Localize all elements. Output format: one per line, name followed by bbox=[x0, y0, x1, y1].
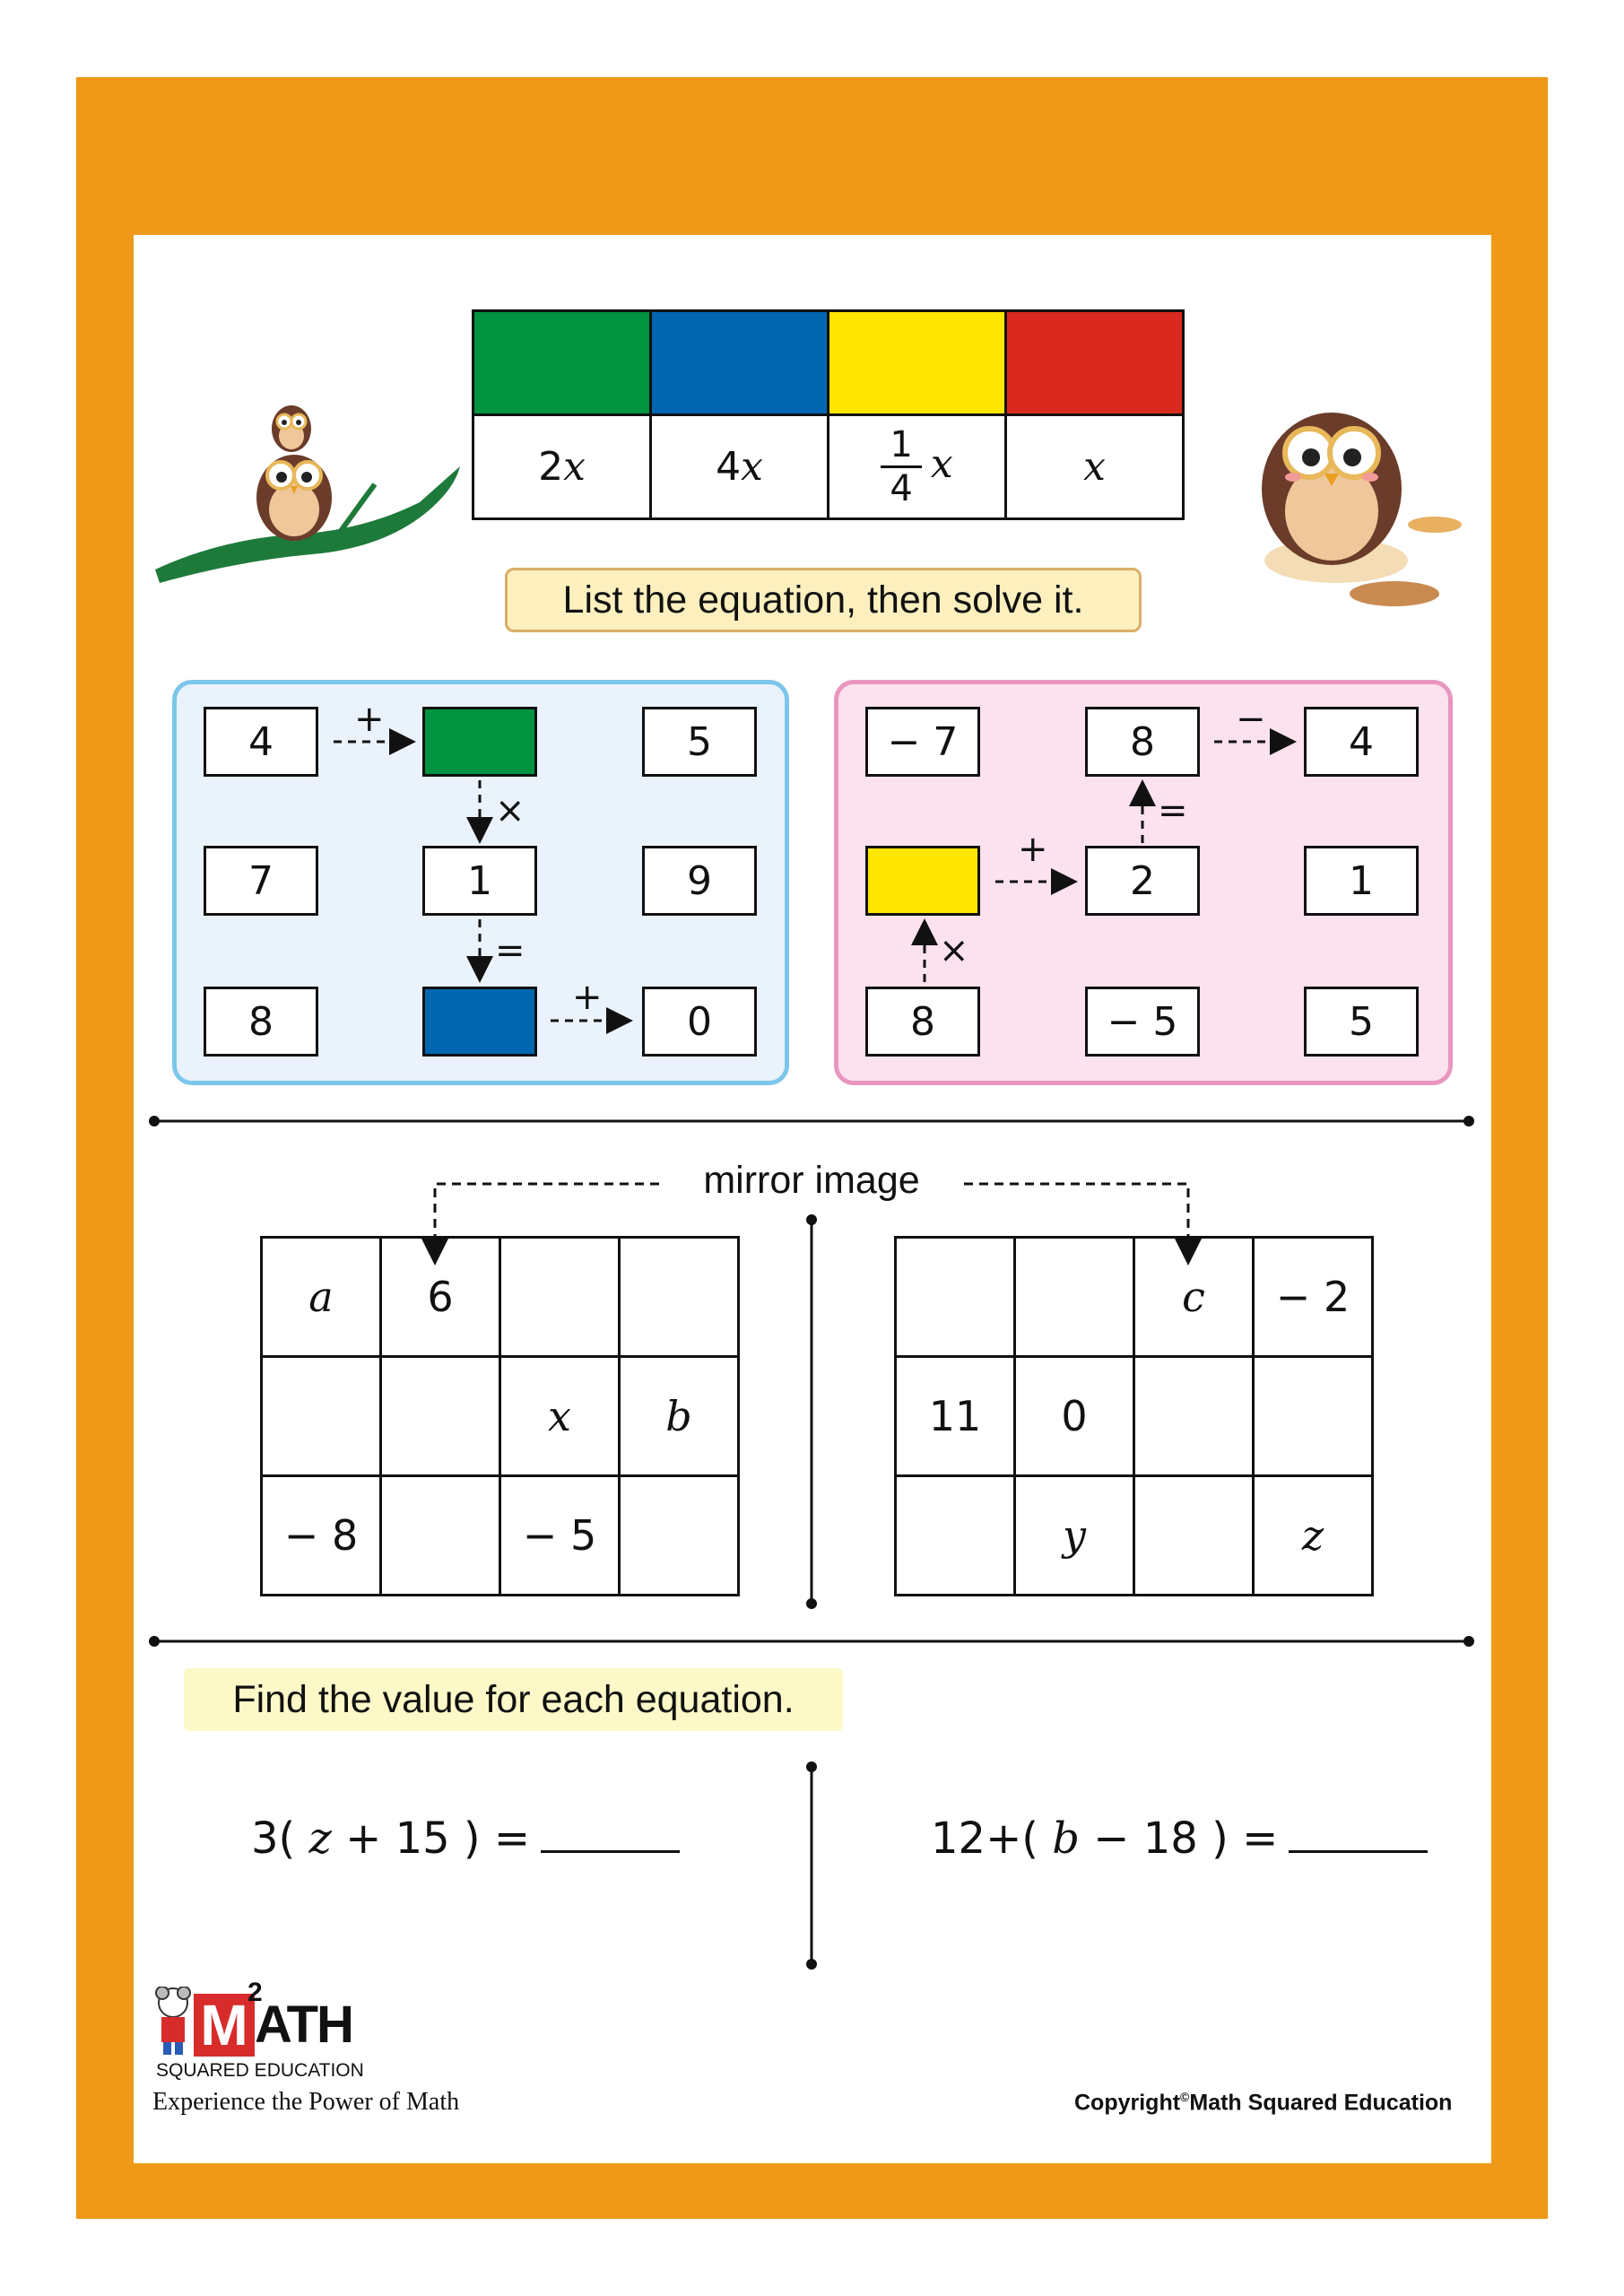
grid-right-cell: 11 bbox=[896, 1357, 1015, 1476]
op-left-d: + bbox=[572, 977, 603, 1018]
puzzle-right-cell-2: 8 bbox=[1085, 707, 1200, 777]
answer-blank[interactable] bbox=[1289, 1841, 1428, 1853]
grid-right-cell bbox=[896, 1238, 1015, 1357]
puzzle-right-cell-8: − 5 bbox=[1085, 987, 1200, 1057]
grid-left-cell bbox=[500, 1238, 620, 1357]
grid-left-cell: a bbox=[262, 1238, 381, 1357]
puzzle-right-cell-5: 2 bbox=[1085, 846, 1200, 916]
mirror-image-label: mirror image bbox=[664, 1153, 960, 1207]
puzzle-left-cell-4: 7 bbox=[204, 846, 318, 916]
blue-value: 4x bbox=[651, 415, 829, 519]
puzzle-left-cell-5: 1 bbox=[422, 846, 537, 916]
grid-right-cell: − 2 bbox=[1254, 1238, 1373, 1357]
grid-left-cell bbox=[620, 1476, 739, 1596]
grid-left-cell bbox=[262, 1357, 381, 1476]
logo-brand: ATH bbox=[255, 1996, 352, 2054]
grid-left-cell bbox=[620, 1238, 739, 1357]
tagline: Experience the Power of Math bbox=[152, 2088, 460, 2116]
divider-line bbox=[143, 1632, 1480, 1650]
grid-left-cell bbox=[381, 1357, 500, 1476]
equation-divider bbox=[803, 1758, 821, 1973]
grid-right-cell: y bbox=[1015, 1476, 1134, 1596]
grid-left-cell: x bbox=[500, 1357, 620, 1476]
op-right-b: = bbox=[1158, 790, 1188, 831]
op-left-a: + bbox=[354, 699, 385, 740]
puzzle-right-cell-7: 8 bbox=[865, 987, 980, 1057]
instruction-list-equation: List the equation, then solve it. bbox=[505, 568, 1142, 632]
puzzle-right-cell-3: 4 bbox=[1304, 707, 1419, 777]
puzzle-right-cell-6: 1 bbox=[1304, 846, 1419, 916]
op-left-c: = bbox=[495, 930, 525, 971]
grid-left-cell: b bbox=[620, 1357, 739, 1476]
op-right-a: − bbox=[1236, 699, 1266, 740]
puzzle-left-cell-7: 8 bbox=[204, 987, 318, 1057]
red-value: x bbox=[1006, 415, 1184, 519]
divider-line bbox=[143, 1112, 1480, 1130]
mirror-arrows bbox=[0, 1166, 1624, 1614]
puzzle-right-cell-9: 5 bbox=[1304, 987, 1419, 1057]
grid-left-cell bbox=[381, 1476, 500, 1596]
logo-m-block: M bbox=[194, 1994, 255, 2057]
answer-blank[interactable] bbox=[541, 1841, 680, 1853]
equation-left: 3( z + 15 ) = bbox=[251, 1813, 680, 1864]
grid-right-cell: c bbox=[1134, 1238, 1254, 1357]
grid-left bbox=[260, 1236, 740, 1596]
logo-sup: 2 bbox=[248, 1978, 263, 2007]
puzzle-left-cell-9: 0 bbox=[642, 987, 757, 1057]
grid-right-cell bbox=[896, 1476, 1015, 1596]
op-left-b: × bbox=[495, 790, 525, 831]
grid-right-cell bbox=[1134, 1357, 1254, 1476]
copyright: Copyright©Math Squared Education bbox=[1074, 2090, 1453, 2116]
grid-right-cell bbox=[1015, 1238, 1134, 1357]
puzzle-left-cell-1: 4 bbox=[204, 707, 318, 777]
grid-left-cell: − 8 bbox=[262, 1476, 381, 1596]
instruction-find-value: Find the value for each equation. bbox=[184, 1668, 843, 1731]
puzzle-right-cell-1: − 7 bbox=[865, 707, 980, 777]
op-right-d: × bbox=[939, 930, 969, 971]
green-value: 2x bbox=[473, 415, 651, 519]
op-right-c: + bbox=[1018, 829, 1048, 870]
equation-right: 12+( b − 18 ) = bbox=[931, 1813, 1428, 1864]
grid-right bbox=[894, 1236, 1374, 1596]
yellow-value: $\frac{1}{4}$ x bbox=[829, 415, 1006, 519]
puzzle-left-cell-3: 5 bbox=[642, 707, 757, 777]
grid-right-cell: 0 bbox=[1015, 1357, 1134, 1476]
math-squared-logo bbox=[151, 1978, 384, 2085]
mascot-icon bbox=[151, 1987, 195, 2058]
grid-left-cell: − 5 bbox=[500, 1476, 620, 1596]
puzzle-left-cell-6: 9 bbox=[642, 846, 757, 916]
grid-right-cell bbox=[1254, 1357, 1373, 1476]
grid-right-cell: z bbox=[1254, 1476, 1373, 1596]
grid-left-cell: 6 bbox=[381, 1238, 500, 1357]
logo-subtitle: SQUARED EDUCATION bbox=[156, 2060, 364, 2081]
grid-right-cell bbox=[1134, 1476, 1254, 1596]
fraction: $\frac{1}{4}$ bbox=[881, 424, 921, 509]
